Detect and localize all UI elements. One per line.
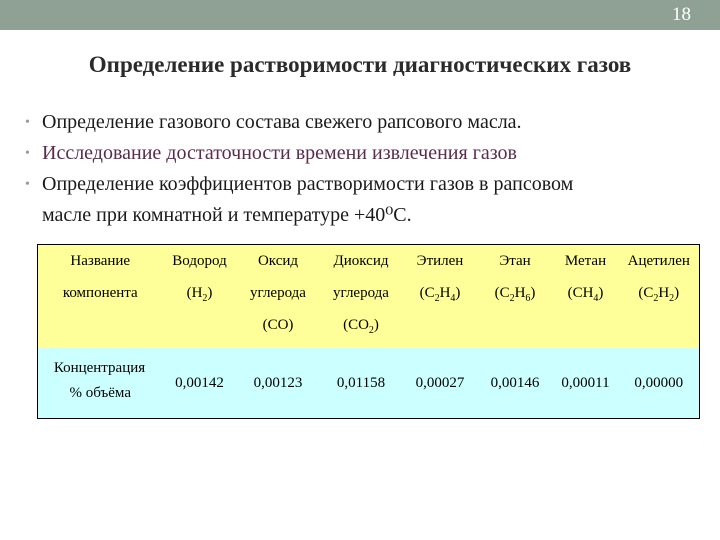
slide-title: Определение растворимости диагностических газов [88,52,632,77]
header-label: Название [70,253,131,269]
bullet-text: Исследование достаточности времени извлечения газов [42,142,517,164]
component-cell [320,245,403,349]
component-name: Этилен [416,253,464,269]
formula-text: H [514,285,526,301]
formula-text: C [424,285,435,301]
formula-text: C [643,285,654,301]
row-label: Концентрация [53,360,146,376]
concentration-value: 0,00011 [553,348,619,419]
bullet-item [25,107,715,138]
concentration-value: 0,00027 [403,348,478,419]
component-name: Водород [172,253,227,269]
formula-text: C [499,285,510,301]
slide-header-bar [0,0,720,30]
bullet-item [25,138,715,169]
page-number: 18 [672,4,691,25]
component-formula: $(H_2)$ [186,285,213,304]
component-name: Метан [564,253,607,269]
bullet-text: Определение коэффициентов растворимости газов в рапсовом [42,173,574,195]
bullet-dot-icon: • [25,177,30,192]
component-name: Диоксид [333,253,389,269]
component-name: Ацетилен [627,253,690,269]
component-formula: $(C_2H_4)$ [419,285,461,304]
bullet-dot-icon: • [25,115,30,130]
formula-text: CH [572,285,594,301]
formula-subscript: 2 [509,293,515,304]
formula-subscript: 2 [434,293,440,304]
formula-subscript: 6 [525,293,531,304]
solubility-table [37,244,700,419]
bullet-text-continued: масле при комнатной и температуре +40⁰С. [42,204,412,226]
component-formula: $(CH_4)$ [567,285,604,304]
component-formula: (CO) [262,317,294,333]
header-label-cell [38,245,163,349]
component-cell [478,245,553,349]
header-label: компонента [62,285,138,301]
concentration-value: 0,00146 [478,348,553,419]
component-cell [553,245,619,349]
formula-text: H [439,285,451,301]
concentration-value: 0,00142 [163,348,237,419]
component-cell [163,245,237,349]
formula-subscript: 2 [202,293,208,304]
formula-subscript: 2 [669,293,675,304]
row-label: % объёма [69,385,131,401]
header-row [38,245,700,349]
component-cell [237,245,320,349]
formula-text: CO [348,317,369,333]
component-name: углерода [250,285,306,301]
bullet-item [25,169,715,231]
component-formula: $(CO_2)$ [343,317,379,336]
formula-subscript: 4 [450,293,456,304]
component-name: углерода [333,285,389,301]
formula-subscript: 4 [593,293,599,304]
component-name: Этан [499,253,531,269]
component-formula: $(C_2H_6)$ [494,285,536,304]
component-formula: $(C_2H_2)$ [638,285,680,304]
formula-text: H [658,285,670,301]
concentration-value: 0,01158 [320,348,403,419]
concentration-value: 0,00000 [619,348,700,419]
component-name: Оксид [257,253,299,269]
concentration-value: 0,00123 [237,348,320,419]
formula-subscript: 2 [368,325,374,336]
bullet-text: Определение газового состава свежего рапсового масла. [42,111,522,133]
bullet-list [25,107,715,231]
formula-text: H [191,285,203,301]
formula-subscript: 2 [653,293,659,304]
bullet-dot-icon: • [25,146,30,161]
component-cell [403,245,478,349]
component-cell [619,245,700,349]
